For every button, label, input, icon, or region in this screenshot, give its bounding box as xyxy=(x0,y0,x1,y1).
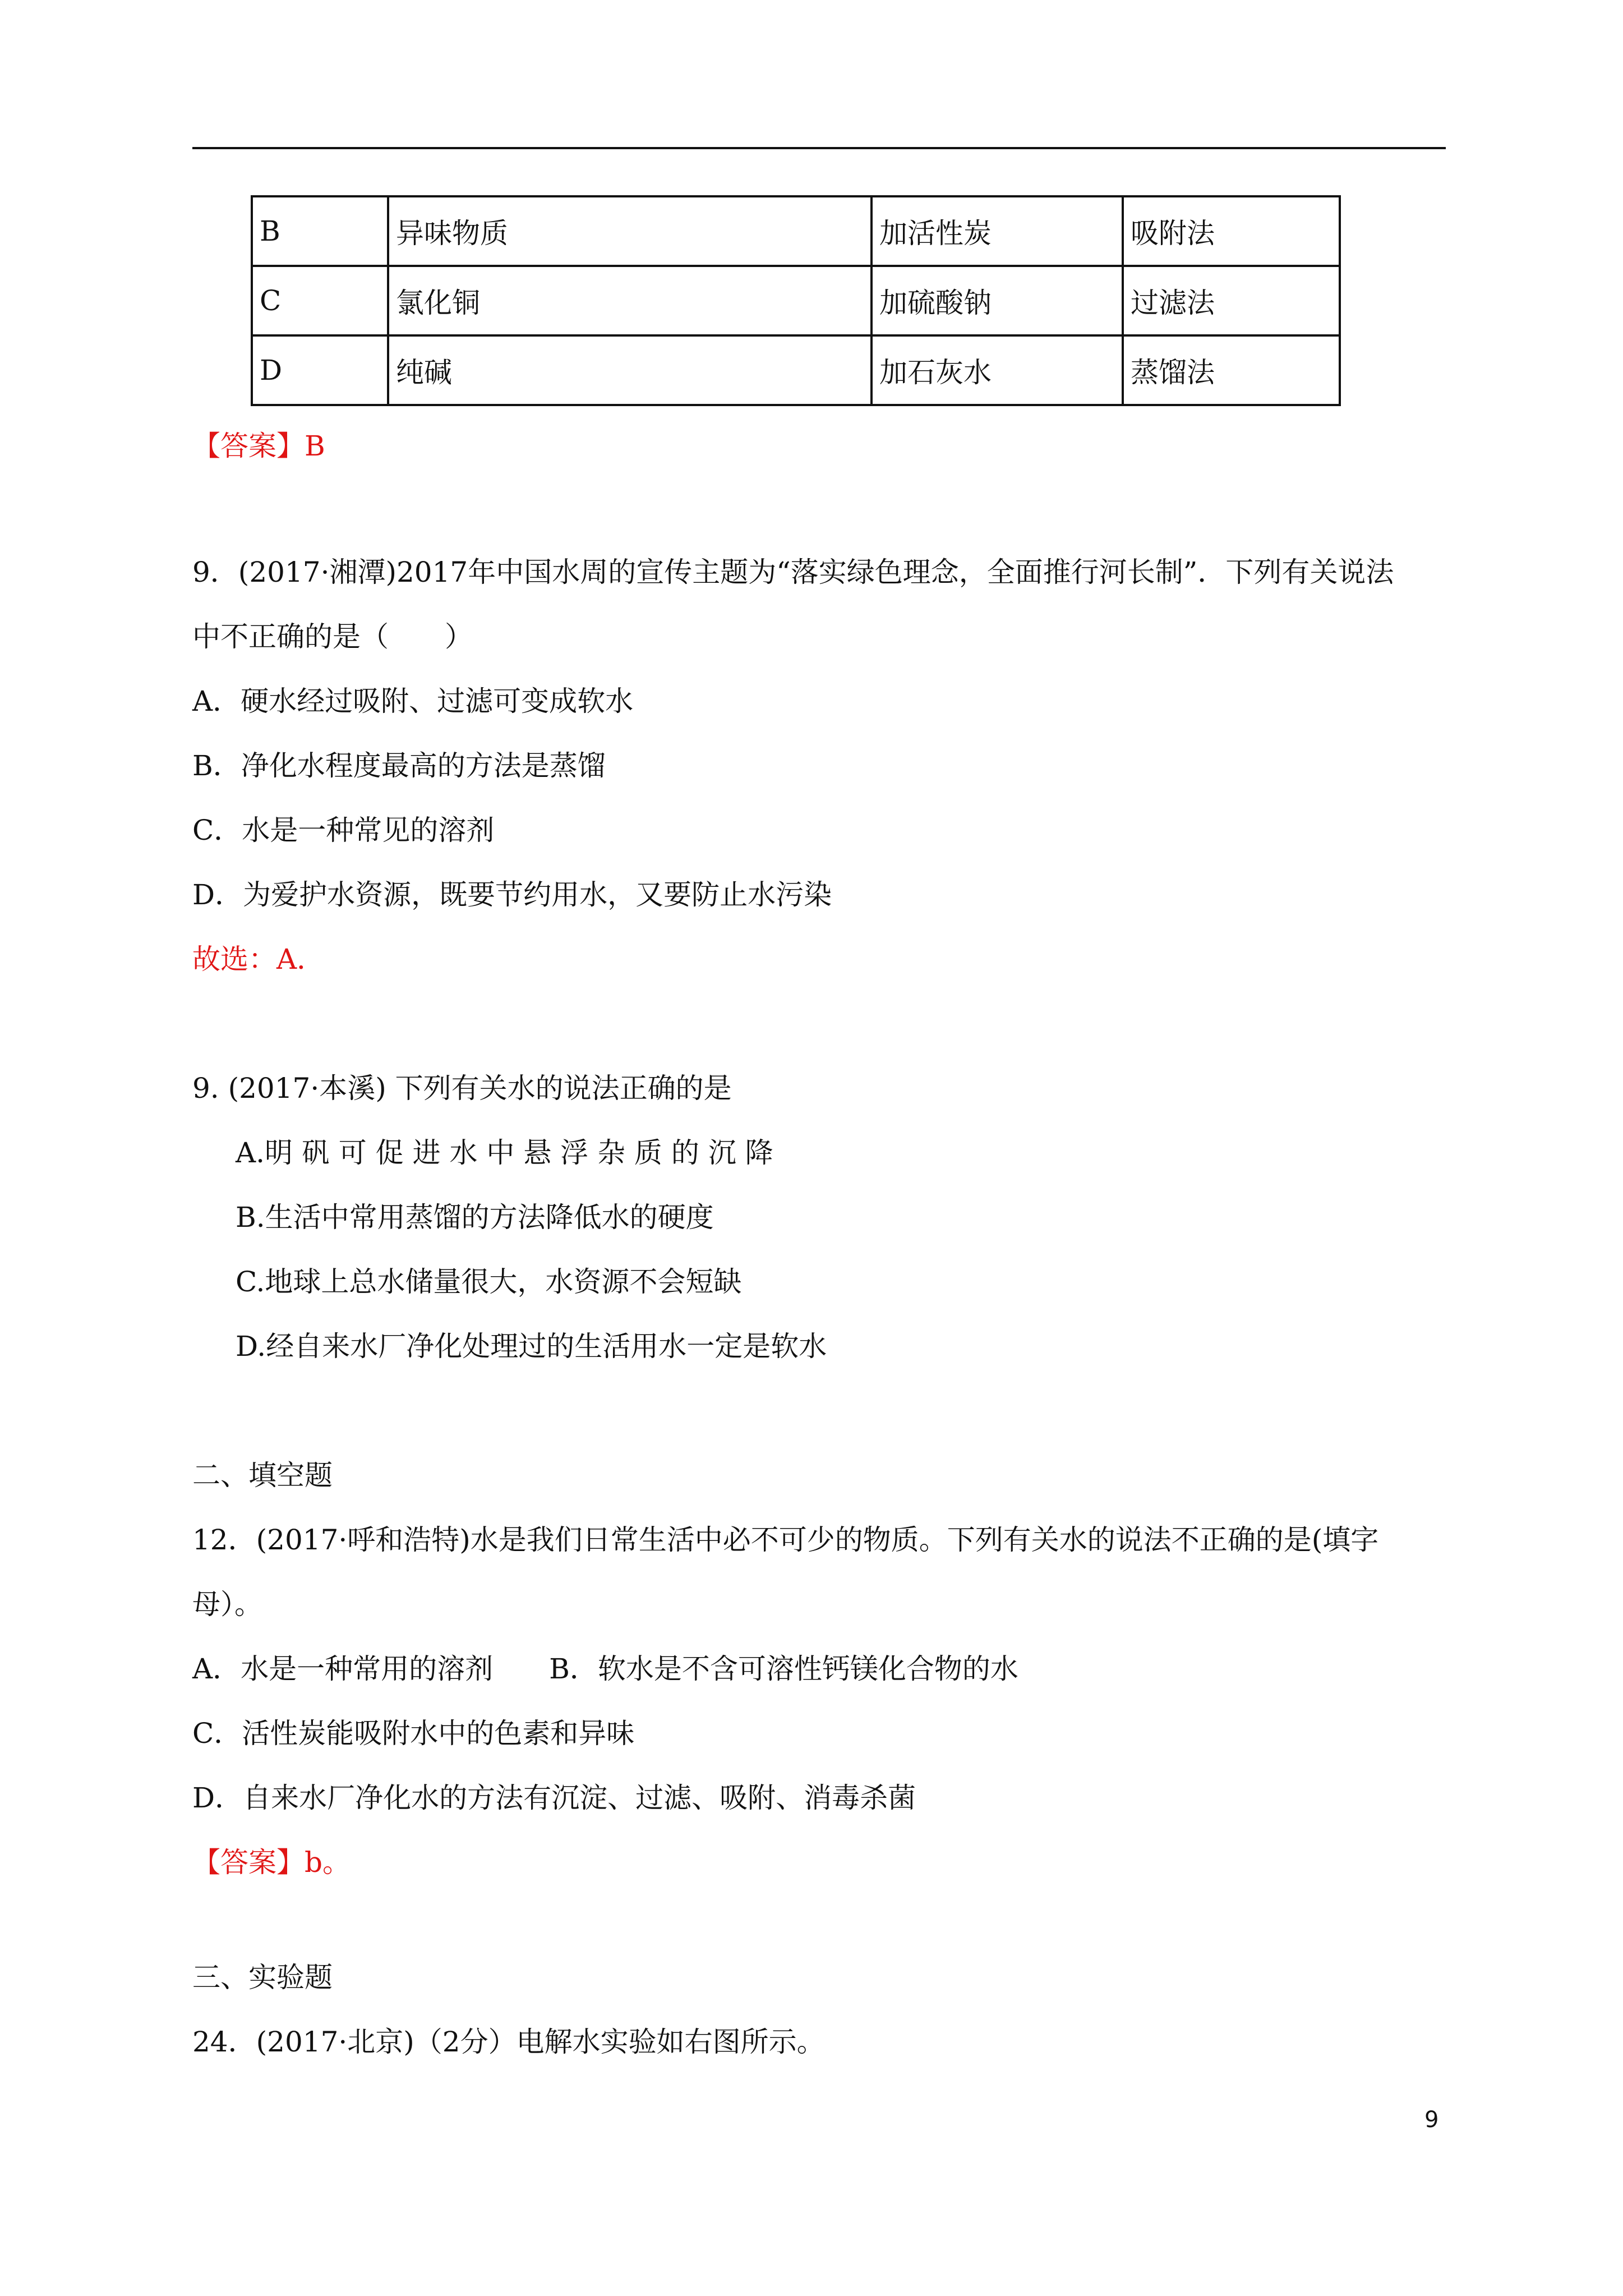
table-cell: 氯化铜 xyxy=(388,266,872,335)
q9b-option-a: A.明 矾 可 促 进 水 中 悬 浮 杂 质 的 沉 降 xyxy=(236,1137,773,1169)
table-cell: B xyxy=(252,196,388,266)
table-cell: 异味物质 xyxy=(388,196,872,266)
table-cell: C xyxy=(252,266,388,335)
table-cell: 蒸馏法 xyxy=(1123,335,1340,405)
q9a-stem-line2: 中不正确的是（ ） xyxy=(192,620,473,653)
q9a-option-b: B．净化水程度最高的方法是蒸馏 xyxy=(192,749,606,782)
q12-option-c: C．活性炭能吸附水中的色素和异味 xyxy=(192,1717,635,1750)
q9b-option-b: B.生活中常用蒸馏的方法降低水的硬度 xyxy=(236,1201,714,1234)
q12-stem-line1: 12．(2017·呼和浩特)水是我们日常生活中必不可少的物质。下列有关水的说法不正确的是(填字 xyxy=(192,1524,1379,1556)
q9b-option-d: D.经自来水厂净化处理过的生活用水一定是软水 xyxy=(236,1330,827,1363)
table-row xyxy=(252,335,1340,405)
answer-1: 【答案】B xyxy=(192,430,325,462)
q12-option-d: D．自来水厂净化水的方法有沉淀、过滤、吸附、消毒杀菌 xyxy=(192,1782,916,1814)
table-cell: 加石灰水 xyxy=(872,335,1123,405)
page-number: 9 xyxy=(1424,2107,1439,2133)
q24-stem: 24．(2017·北京)（2分）电解水实验如右图所示。 xyxy=(192,2026,825,2058)
q9a-option-c: C．水是一种常见的溶剂 xyxy=(192,814,495,846)
q12-option-ab: A．水是一种常用的溶剂 B．软水是不含可溶性钙镁化合物的水 xyxy=(192,1653,1018,1685)
q9b-option-c: C.地球上总水储量很大，水资源不会短缺 xyxy=(236,1266,742,1298)
table-cell: 吸附法 xyxy=(1123,196,1340,266)
q12-stem-line2: 母）。 xyxy=(192,1588,262,1621)
q12-answer: 【答案】b。 xyxy=(192,1846,351,1879)
header-rule xyxy=(192,147,1446,149)
section-3-heading: 三、实验题 xyxy=(192,1961,333,1994)
options-table xyxy=(251,195,1341,406)
table-cell: 过滤法 xyxy=(1123,266,1340,335)
q9a-option-d: D．为爱护水资源，既要节约用水，又要防止水污染 xyxy=(192,878,832,911)
q9a-answer: 故选：A． xyxy=(192,943,325,976)
table-cell: 加活性炭 xyxy=(872,196,1123,266)
table-cell: 纯碱 xyxy=(388,335,872,405)
q9a-stem-line1: 9．(2017·湘潭)2017年中国水周的宣传主题为“落实绿色理念，全面推行河长制”．下列有关说法 xyxy=(192,556,1394,588)
table-row xyxy=(252,266,1340,335)
table-cell: 加硫酸钠 xyxy=(872,266,1123,335)
table-cell: D xyxy=(252,335,388,405)
q9b-stem: 9. (2017·本溪) 下列有关水的说法正确的是 xyxy=(192,1072,732,1105)
table-row xyxy=(252,196,1340,266)
section-2-heading: 二、填空题 xyxy=(192,1459,333,1492)
q9a-option-a: A．硬水经过吸附、过滤可变成软水 xyxy=(192,685,634,717)
